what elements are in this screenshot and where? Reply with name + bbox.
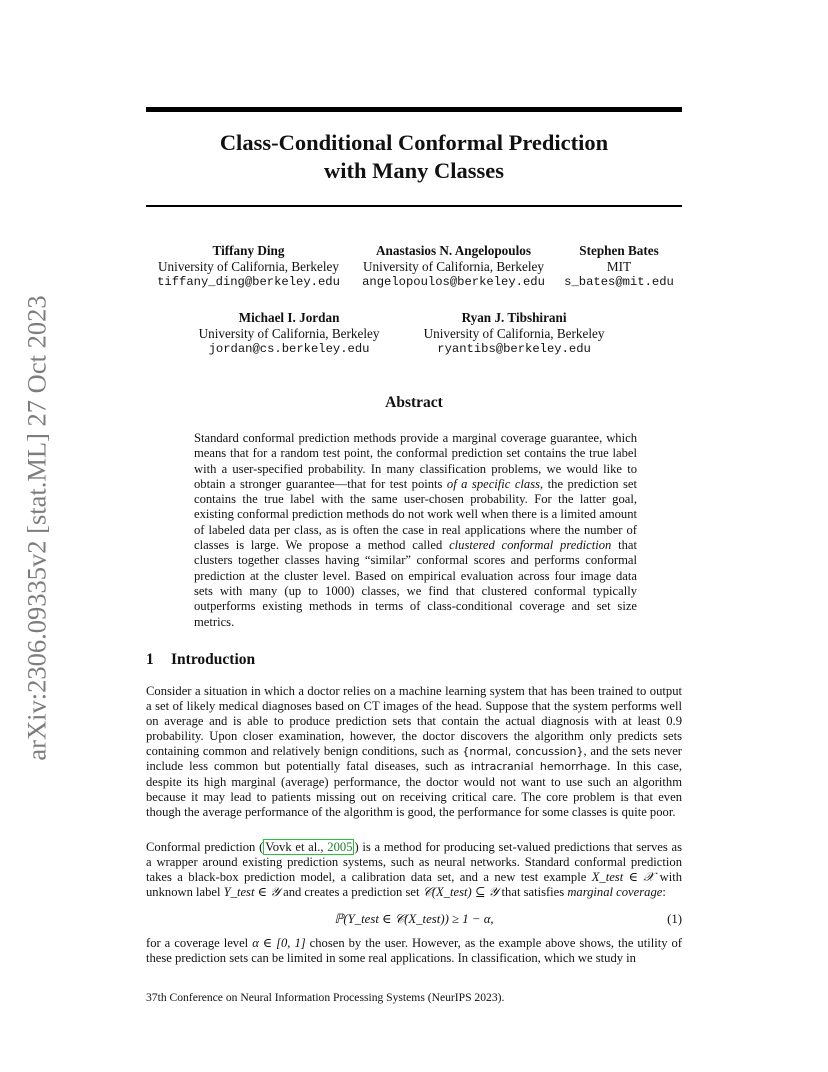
paragraph-text: for a coverage level	[146, 936, 253, 950]
paragraph-1	[146, 684, 682, 820]
paragraph-text: :	[662, 885, 666, 900]
paragraph-text: Consider a situation in which a doctor relies on a machine learning system that has been trained to output a set of likely medical diagnoses based on CT images of the head. Suppose that the system performs well on average and is able to produce prediction sets that contain the actual diagnosis with at least 0.9 probability. Upon closer examination, however, the doctor discovers the algorithm only predicts sets containing common and relatively benign conditions, such as	[146, 684, 682, 759]
inline-code-term: intracranial hemorrhage	[470, 760, 608, 774]
paragraph-text: chosen by the user. However, as the example above shows, the utility of these prediction sets can be limited in some real applications. In classification, which we study in	[146, 936, 682, 966]
arxiv-side-stamp: arXiv:2306.09335v2 [stat.ML] 27 Oct 2023	[21, 295, 52, 761]
authors-row-2	[190, 310, 630, 357]
section-number: 1	[146, 651, 154, 668]
author-affiliation: University of California, Berkeley	[423, 325, 605, 341]
title-line-1: Class-Conditional Conformal Prediction	[219, 130, 609, 155]
inline-code-set: {normal, concussion}	[462, 745, 584, 759]
author-email[interactable]: s_bates@mit.edu	[564, 274, 674, 289]
paragraph-text: , and the sets never include less common but potentially fatal diseases, such as	[146, 744, 682, 774]
author-name: Anastasios N. Angelopoulos	[376, 243, 531, 258]
paragraph-emphasis: marginal coverage	[567, 885, 663, 900]
section-title: Introduction	[171, 651, 256, 668]
abstract-text-part: Standard conformal prediction methods provide a marginal coverage guarantee, which means that for a random test point, the conformal prediction set contains the true label with a user-specified probability. In many classification problems, we would like to obtain a stronger guarantee—that for test points	[194, 431, 637, 491]
author-block	[146, 243, 351, 290]
abstract-text-part: , the prediction set contains the true label with the same user-chosen probability. For the latter goal, existing conformal prediction methods do not work well when there is a limited amount of labeled data per class, as is often the case in real applications where the number of classes is large. We propose a method called	[194, 476, 637, 553]
author-email[interactable]: ryantibs@berkeley.edu	[437, 341, 591, 356]
paragraph-text: . In this case, despite its high marginal (average) performance, the doctor would not want to use such an algorithm because it may lead to patients missing out on receiving critical care. The core problem is that even though the average performance of the algorithm is good, the performance for some classes is quite poor.	[146, 759, 683, 819]
author-name: Ryan J. Tibshirani	[461, 310, 567, 325]
author-email[interactable]: jordan@cs.berkeley.edu	[208, 341, 370, 356]
author-block	[398, 310, 630, 357]
authors-row-1	[146, 243, 682, 290]
conference-footnote: 37th Conference on Neural Information Processing Systems (NeurIPS 2023).	[146, 991, 505, 1004]
title-bottom-rule	[146, 205, 682, 207]
author-affiliation: University of California, Berkeley	[198, 325, 380, 341]
section-heading	[146, 651, 255, 669]
citation-year[interactable]: 2005	[327, 840, 353, 854]
author-name: Michael I. Jordan	[238, 310, 340, 325]
author-email[interactable]: angelopoulos@berkeley.edu	[362, 274, 545, 289]
author-name: Tiffany Ding	[212, 243, 285, 258]
author-email[interactable]: tiffany_ding@berkeley.edu	[157, 274, 340, 289]
author-name: Stephen Bates	[579, 243, 659, 258]
equation-body: ℙ(Y_test ∈ 𝒞(X_test)) ≥ 1 − α,	[334, 912, 494, 926]
math-inline: α ∈ [0, 1]	[252, 936, 306, 950]
abstract-emphasis: clustered conformal prediction	[449, 538, 612, 553]
author-block	[556, 243, 682, 290]
paragraph-3	[146, 936, 682, 966]
equation-number: (1)	[667, 912, 682, 926]
paragraph-text: that satisfies	[498, 885, 568, 900]
paragraph-text: ) is a method for producing set-valued predictions that serves as a wrapper around existing prediction systems, such as neural networks. Standard conformal prediction takes a black-box prediction model, a calibration data set, and a new test example	[146, 840, 682, 885]
math-inline: 𝒞(X_test) ⊆ 𝒴	[422, 885, 499, 900]
math-inline: Y_test ∈ 𝒴	[223, 885, 280, 900]
equation-1	[146, 912, 682, 930]
author-block	[351, 243, 556, 290]
citation-link[interactable]	[263, 839, 354, 855]
paragraph-text: Conformal prediction (	[146, 840, 264, 854]
paragraph-text: and creates a prediction set	[279, 885, 423, 900]
author-block	[190, 310, 388, 357]
math-inline: X_test ∈ 𝒳	[591, 870, 655, 885]
title-line-2: with Many Classes	[323, 158, 504, 183]
paper-title	[146, 129, 682, 185]
citation-authors[interactable]: Vovk et al.,	[265, 840, 324, 854]
paragraph-2	[146, 840, 682, 900]
abstract-text-part: that clusters together classes having “similar” conformal scores and performs conformal prediction at the cluster level. Based on empirical evaluation across four image data sets with many (up to 1000) classes, we find that clustered conformal typically outperforms existing methods in terms of class-conditional coverage and set size metrics.	[194, 538, 637, 629]
abstract-heading: Abstract	[385, 394, 443, 411]
title-top-rule	[146, 107, 682, 112]
author-affiliation: University of California, Berkeley	[158, 258, 339, 274]
author-affiliation: University of California, Berkeley	[363, 258, 544, 274]
abstract-text	[194, 431, 637, 630]
author-affiliation: MIT	[606, 258, 632, 274]
abstract-emphasis: of a specific class	[446, 476, 541, 491]
paragraph-text: with unknown label	[146, 870, 682, 900]
